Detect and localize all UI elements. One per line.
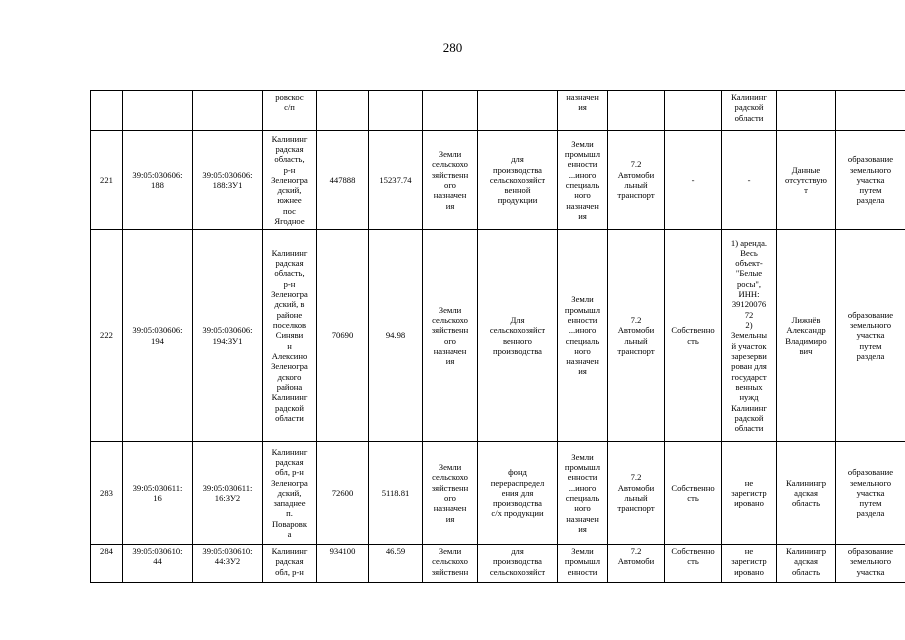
table-cell: 39:05:030606: 188:ЗУ1 [193, 131, 263, 230]
table-cell: Калининг радской области [722, 91, 777, 131]
table-cell: 39:05:030610: 44 [123, 545, 193, 583]
table-cell: 7.2 Автомоби льный транспорт [608, 230, 665, 442]
table-cell [91, 91, 123, 131]
table-cell: Лижнёв Александр Владимиро вич [777, 230, 836, 442]
table-cell [369, 91, 423, 131]
land-registry-table [90, 90, 905, 583]
table-cell: образование земельного участка путем раздела [836, 442, 905, 545]
table-cell: - [665, 131, 722, 230]
table-cell: 39:05:030606: 194:ЗУ1 [193, 230, 263, 442]
table-cell: 46.59 [369, 545, 423, 583]
table-cell: Земли промышл енности [558, 545, 608, 583]
table-cell: Земли промышл енности ...иного специаль ного назначен ия [558, 230, 608, 442]
table-cell: назначен ия [558, 91, 608, 131]
table-cell: 39:05:030606: 188 [123, 131, 193, 230]
table-cell [836, 91, 905, 131]
table-cell: Калинингр адская область [777, 545, 836, 583]
table-cell: 94.98 [369, 230, 423, 442]
table-cell [423, 91, 478, 131]
table-cell [665, 91, 722, 131]
table-cell: Земли сельскохо зяйственн ого назначен ия [423, 442, 478, 545]
table-cell: 7.2 Автомоби льный транспорт [608, 442, 665, 545]
table-cell: 934100 [317, 545, 369, 583]
page-number: 280 [442, 40, 463, 55]
table-row [91, 442, 905, 545]
table-cell: Земли сельскохо зяйственн [423, 545, 478, 583]
table-cell: образование земельного участка путем раздела [836, 131, 905, 230]
table-cell: образование земельного участка путем раздела [836, 230, 905, 442]
table-cell: Земли сельскохо зяйственн ого назначен ия [423, 230, 478, 442]
table-cell: 283 [91, 442, 123, 545]
table-cell: Калининг радская обл, р-н Зеленогра дский, западнее п. Поваровк а [263, 442, 317, 545]
table-cell: Собственно сть [665, 442, 722, 545]
table-cell: для производства сельскохозяйст венной продукции [478, 131, 558, 230]
table-cell: не зарегистр ировано [722, 442, 777, 545]
table-cell: 222 [91, 230, 123, 442]
table-cell: Калининг радская область, р-н Зеленогра дский, южнее пос Ягодное [263, 131, 317, 230]
table-body [91, 91, 905, 583]
table-cell [478, 91, 558, 131]
table-cell: 39:05:030611: 16:ЗУ2 [193, 442, 263, 545]
table-cell [608, 91, 665, 131]
table-cell: фонд перераспредел ения для производства с/х продукции [478, 442, 558, 545]
table-cell: Собственно сть [665, 545, 722, 583]
table-cell: 39:05:030610: 44:ЗУ2 [193, 545, 263, 583]
table-cell: 221 [91, 131, 123, 230]
table-cell: Земли промышл енности ...иного специаль ного назначен ия [558, 442, 608, 545]
table-cell: 1) аренда. Весь объект- "Белые росы", ИНН: 39120076 72 2) Земельны й участок зарезерви рован для государст венных нужд Калининг радской области [722, 230, 777, 442]
table-cell: Для сельскохозяйст венного производства [478, 230, 558, 442]
table-cell: 39:05:030606: 194 [123, 230, 193, 442]
table-cell: Данные отсутствую т [777, 131, 836, 230]
table-cell: Калининг радская область, р-н Зеленогра дский, в районе поселков Синяви н Алексино Зеленогра дского района Калининг радской области [263, 230, 317, 442]
table-cell: 5118.81 [369, 442, 423, 545]
table-cell: образование земельного участка [836, 545, 905, 583]
table-cell: Земли промышл енности ...иного специаль ного назначен ия [558, 131, 608, 230]
table-cell: 284 [91, 545, 123, 583]
table-cell: Калинингр адская область [777, 442, 836, 545]
table-cell [123, 91, 193, 131]
table-cell: 70690 [317, 230, 369, 442]
table-cell: 72600 [317, 442, 369, 545]
table-cell: ровскос с/п [263, 91, 317, 131]
table-cell: не зарегистр ировано [722, 545, 777, 583]
table-row [91, 131, 905, 230]
table-cell: 447888 [317, 131, 369, 230]
table-cell: для производства сельскохозяйст [478, 545, 558, 583]
table-row [91, 230, 905, 442]
table-cell: 15237.74 [369, 131, 423, 230]
table-cell: 7.2 Автомоби [608, 545, 665, 583]
table-cell: 7.2 Автомоби льный транспорт [608, 131, 665, 230]
table-cell [777, 91, 836, 131]
table-cell: - [722, 131, 777, 230]
table-row [91, 545, 905, 583]
table-cell [317, 91, 369, 131]
table-cell [193, 91, 263, 131]
table-row [91, 91, 905, 131]
table-cell: Собственно сть [665, 230, 722, 442]
table-cell: Калининг радская обл, р-н [263, 545, 317, 583]
table-cell: 39:05:030611: 16 [123, 442, 193, 545]
table-cell: Земли сельскохо зяйственн ого назначен ия [423, 131, 478, 230]
